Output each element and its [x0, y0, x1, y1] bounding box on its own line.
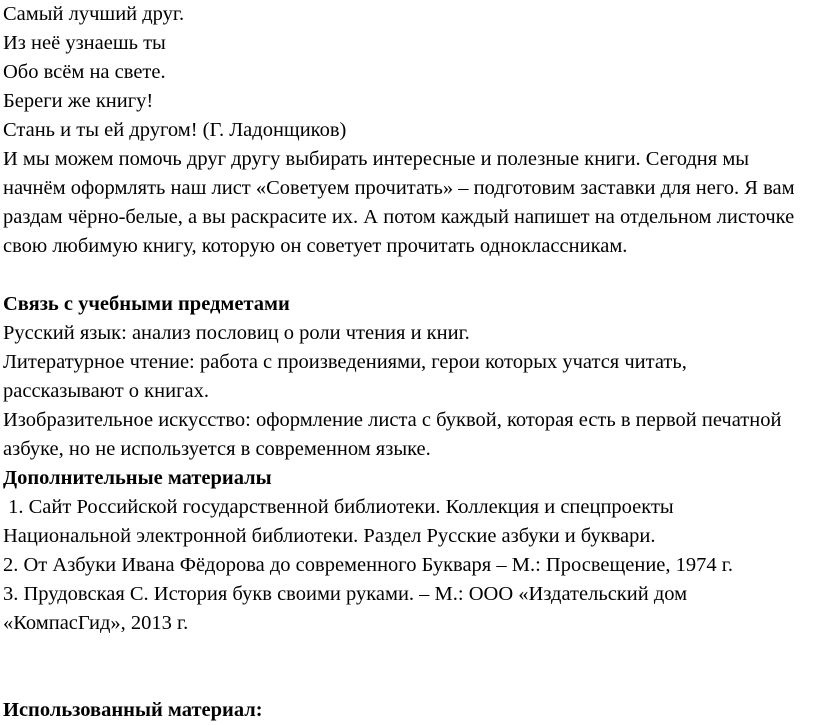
poem-line: Стань и ты ей другом! (Г. Ладонщиков) — [3, 119, 347, 141]
reference-line: 1. Сайт Российской государственной библиотеки. Коллекция и спецпроекты — [3, 496, 674, 518]
paragraph-line: рассказывают о книгах. — [3, 380, 209, 402]
paragraph-line: начнём оформлять наш лист «Советуем прочитать» – подготовим заставки для него. Я вам — [3, 177, 795, 199]
reference-line: Национальной электронной библиотеки. Раздел Русские азбуки и буквари. — [3, 525, 656, 547]
paragraph-line: Русский язык: анализ пословиц о роли чтения и книг. — [3, 322, 470, 344]
used-section — [3, 696, 816, 725]
poem-line: Обо всём на свете. — [3, 61, 166, 83]
section-heading: Использованный материал: — [3, 699, 263, 721]
intro-paragraph — [3, 145, 816, 261]
spacer — [3, 638, 816, 696]
subjects-section — [3, 290, 816, 464]
reference-line: 3. Прудовская С. История букв своими руками. – М.: ООО «Издательский дом — [3, 583, 688, 605]
poem-line: Береги же книгу! — [3, 90, 154, 112]
paragraph-line: Изобразительное искусство: оформление листа с буквой, которая есть в первой печатной — [3, 409, 782, 431]
poem-line: Из неё узнаешь ты — [3, 32, 166, 54]
reference-line: «КомпасГид», 2013 г. — [3, 612, 189, 634]
materials-section — [3, 464, 816, 638]
paragraph-line: Литературное чтение: работа с произведениями, герои которых учатся читать, — [3, 351, 687, 373]
section-heading: Связь с учебными предметами — [3, 293, 290, 315]
paragraph-line: раздам чёрно-белые, а вы раскрасите их. А потом каждый напишет на отдельном листочке — [3, 206, 795, 228]
spacer — [3, 261, 816, 290]
section-heading: Дополнительные материалы — [3, 467, 272, 489]
poem-line: Самый лучший друг. — [3, 3, 185, 25]
paragraph-line: азбуке, но не используется в современном языке. — [3, 438, 431, 460]
poem-block — [3, 0, 816, 145]
paragraph-line: свою любимую книгу, которую он советует прочитать одноклассникам. — [3, 235, 628, 257]
reference-line: 2. От Азбуки Ивана Фёдорова до современного Букваря – М.: Просвещение, 1974 г. — [3, 554, 734, 576]
paragraph-line: И мы можем помочь друг другу выбирать интересные и полезные книги. Сегодня мы — [3, 148, 750, 170]
